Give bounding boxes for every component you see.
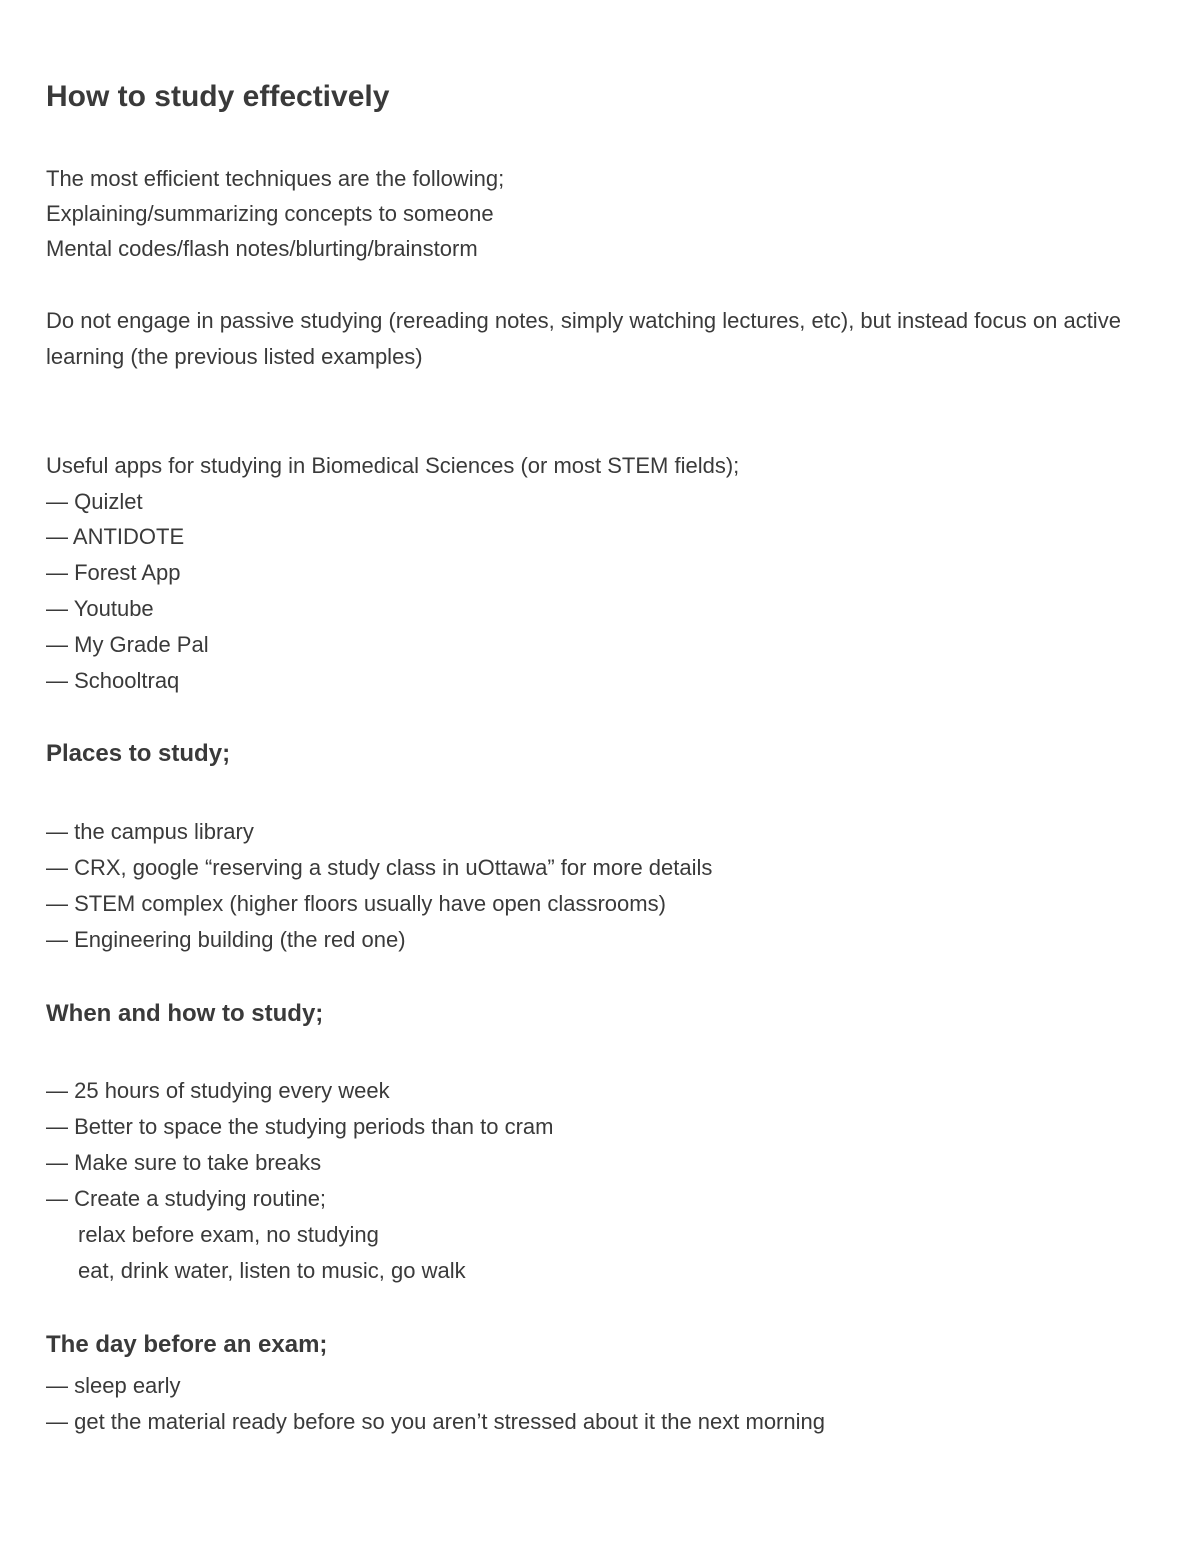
list-item: — STEM complex (higher floors usually have open classrooms) <box>46 891 666 916</box>
list-item: — sleep early <box>46 1373 181 1398</box>
list-item: — 25 hours of studying every week <box>46 1078 390 1103</box>
places-heading: Places to study; <box>46 740 231 767</box>
day-before-heading: The day before an exam; <box>46 1331 328 1358</box>
intro-line: Explaining/summarizing concepts to someone <box>46 201 494 226</box>
intro-line: Mental codes/flash notes/blurting/brainstorm <box>46 236 478 261</box>
page-title: How to study effectively <box>46 80 390 113</box>
sub-list-item: relax before exam, no studying <box>78 1222 379 1247</box>
list-item: — get the material ready before so you aren’t stressed about it the next morning <box>46 1409 825 1434</box>
list-item: — Make sure to take breaks <box>46 1150 322 1175</box>
list-item: — CRX, google “reserving a study class in uOttawa” for more details <box>46 855 713 880</box>
passive-studying-paragraph: Do not engage in passive studying (rereading notes, simply watching lectures, etc), but instead focus on active learning (the previous listed examples) <box>46 308 1121 369</box>
list-item: — Youtube <box>46 596 154 621</box>
intro-line: The most efficient techniques are the following; <box>46 166 505 191</box>
list-item: — Create a studying routine; <box>46 1186 327 1211</box>
list-item: — Schooltraq <box>46 668 180 693</box>
list-item: — Better to space the studying periods than to cram <box>46 1114 554 1139</box>
list-item: — Quizlet <box>46 489 143 514</box>
apps-intro: Useful apps for studying in Biomedical Sciences (or most STEM fields); <box>46 453 740 478</box>
list-item: — the campus library <box>46 819 254 844</box>
list-item: — My Grade Pal <box>46 632 209 657</box>
when-heading: When and how to study; <box>46 1000 324 1027</box>
list-item: — ANTIDOTE <box>46 524 185 549</box>
list-item: — Forest App <box>46 560 181 585</box>
list-item: — Engineering building (the red one) <box>46 927 406 952</box>
sub-list-item: eat, drink water, listen to music, go walk <box>78 1258 466 1283</box>
